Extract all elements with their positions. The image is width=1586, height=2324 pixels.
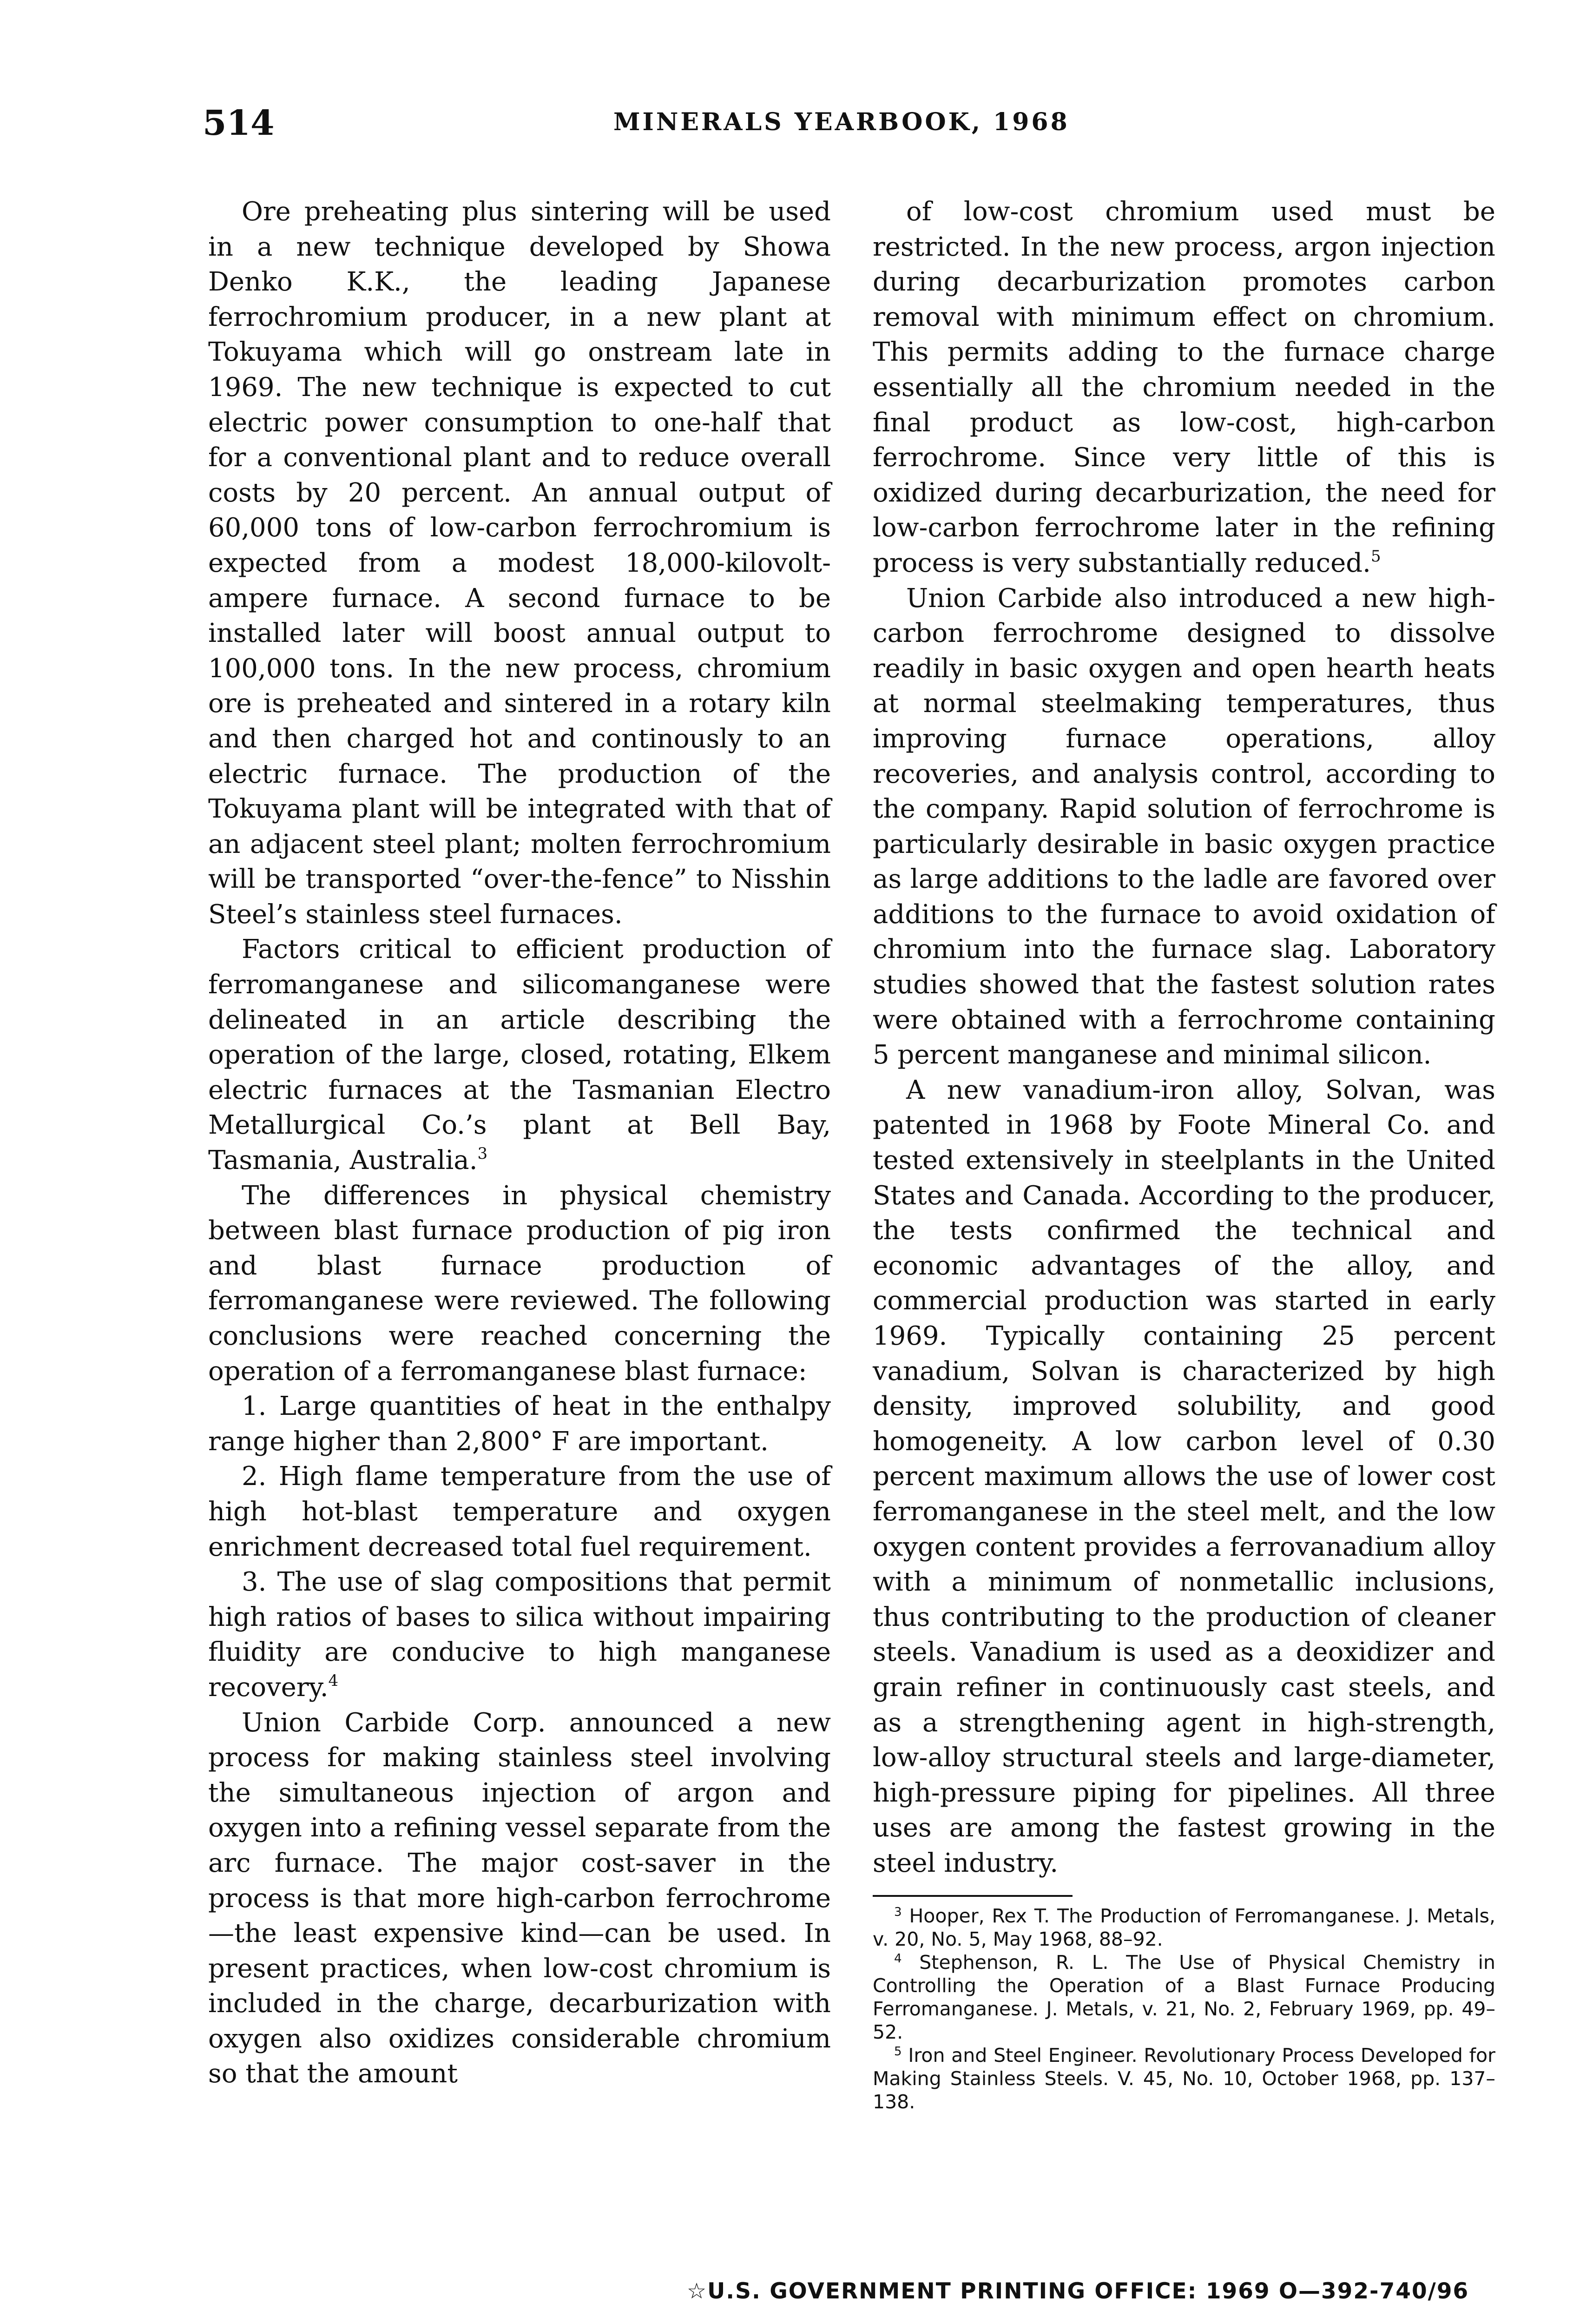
paragraph: of low-cost chromium used must be restricted. In the new process, argon injection during decarburization promotes carbon removal with minimum effect on chromium. This permits adding to the furnace charge essentially all the chromium needed in the final product as low-cost, high-carbon ferrochrome. Since very little of this is oxidized during decarburization, the need for low-carbon ferrochrome later in the refining process is very substantially reduced.$^5$: [873, 197, 1495, 578]
running-head: MINERALS YEARBOOK, 1968: [613, 108, 1070, 136]
footnote: $^3$ Hooper, Rex T. The Production of Ferromanganese. J. Metals, v. 20, No. 5, May 1968, 88–92.: [873, 1904, 1495, 1950]
paragraph: The differences in physical chemistry between blast furnace production of pig iron and blast furnace production of ferromanganese were reviewed. The following conclusions were reached concerning the operation of a ferromanganese blast furnace:: [208, 1180, 831, 1386]
printing-office-imprint: ☆U.S. GOVERNMENT PRINTING OFFICE: 1969 O—392-740/96: [687, 2278, 1469, 2304]
page-number: 514: [203, 103, 275, 143]
footnote-divider: [873, 1895, 1073, 1897]
footnote-ref: 3: [477, 1144, 488, 1163]
paragraph: Union Carbide Corp. announced a new process for making stainless steel involving the simultaneous injection of argon and oxygen into a refining vessel separate from the arc furnace. The major cost-saver in the process is that more high-carbon ferrochrome—the least expensive kind—can be used. In present practices, when low-cost chromium is included in the charge, decarburization with oxygen also oxidizes considerable chromium so that the amount: [208, 1707, 831, 2089]
left-column: [208, 194, 831, 2092]
list-item: 1. Large quantities of heat in the enthalpy range higher than 2,800° F are important.: [208, 1391, 831, 1457]
footnotes: [873, 1904, 1495, 2113]
footnote: $^5$ Iron and Steel Engineer. Revolutionary Process Developed for Making Stainless Steels. V. 45, No. 10, October 1968, pp. 137–138.: [873, 2044, 1495, 2113]
footnote: $^4$ Stephenson, R. L. The Use of Physical Chemistry in Controlling the Operation of a Blast Furnace Producing Ferromanganese. J. Metals, v. 21, No. 2, February 1969, pp. 49–52.: [873, 1951, 1495, 2043]
paragraph: A new vanadium-iron alloy, Solvan, was patented in 1968 by Foote Mineral Co. and tested extensively in steelplants in the United States and Canada. According to the producer, the tests confirmed the technical and economic advantages of the alloy, and commercial production was started in early 1969. Typically containing 25 percent vanadium, Solvan is characterized by high density, improved solubility, and good homogeneity. A low carbon level of 0.30 percent maximum allows the use of lower cost ferromanganese in the steel melt, and the low oxygen content provides a ferrovanadium alloy with a minimum of nonmetallic inclusions, thus contributing to the production of cleaner steels. Vanadium is used as a deoxidizer and grain refiner in continuously cast steels, and as a strengthening agent in high-strength, low-alloy structural steels and large-diameter, high-pressure piping for pipelines. All three uses are among the fastest growing in the steel industry.: [873, 1075, 1495, 1878]
paragraph: Union Carbide also introduced a new high-carbon ferrochrome designed to dissolve readily in basic oxygen and open hearth heats at normal steelmaking temperatures, thus improving furnace operations, alloy recoveries, and analysis control, according to the company. Rapid solution of ferrochrome is particularly desirable in basic oxygen practice as large additions to the ladle are favored over additions to the furnace to avoid oxidation of chromium into the furnace slag. Laboratory studies showed that the fastest solution rates were obtained with a ferrochrome containing 5 percent manganese and minimal silicon.: [873, 583, 1495, 1070]
footnote-ref: 5: [1370, 547, 1381, 566]
list-item: 3. The use of slag compositions that permit high ratios of bases to silica without impairing fluidity are conducive to high manganese recovery.$^4$: [208, 1567, 831, 1703]
list-item: 2. High flame temperature from the use of high hot-blast temperature and oxygen enrichment decreased total fuel requirement.: [208, 1461, 831, 1562]
footnote-ref: 4: [328, 1671, 339, 1690]
paragraph: Ore preheating plus sintering will be used in a new technique developed by Showa Denko K.K., the leading Japanese ferrochromium producer, in a new plant at Tokuyama which will go onstream late in 1969. The new technique is expected to cut electric power consumption to one-half that for a conventional plant and to reduce overall costs by 20 percent. An annual output of 60,000 tons of low-carbon ferrochromium is expected from a modest 18,000-kilovolt-ampere furnace. A second furnace to be installed later will boost annual output to 100,000 tons. In the new process, chromium ore is preheated and sintered in a rotary kiln and then charged hot and continously to an electric furnace. The production of the Tokuyama plant will be integrated with that of an adjacent steel plant; molten ferrochromium will be transported “over-the-fence” to Nisshin Steel’s stainless steel furnaces.: [208, 197, 831, 930]
paragraph: Factors critical to efficient production of ferromanganese and silicomanganese were delineated in an article describing the operation of the large, closed, rotating, Elkem electric furnaces at the Tasmanian Electro Metallurgical Co.’s plant at Bell Bay, Tasmania, Australia.$^3$: [208, 934, 831, 1176]
right-column: [873, 194, 1495, 2113]
